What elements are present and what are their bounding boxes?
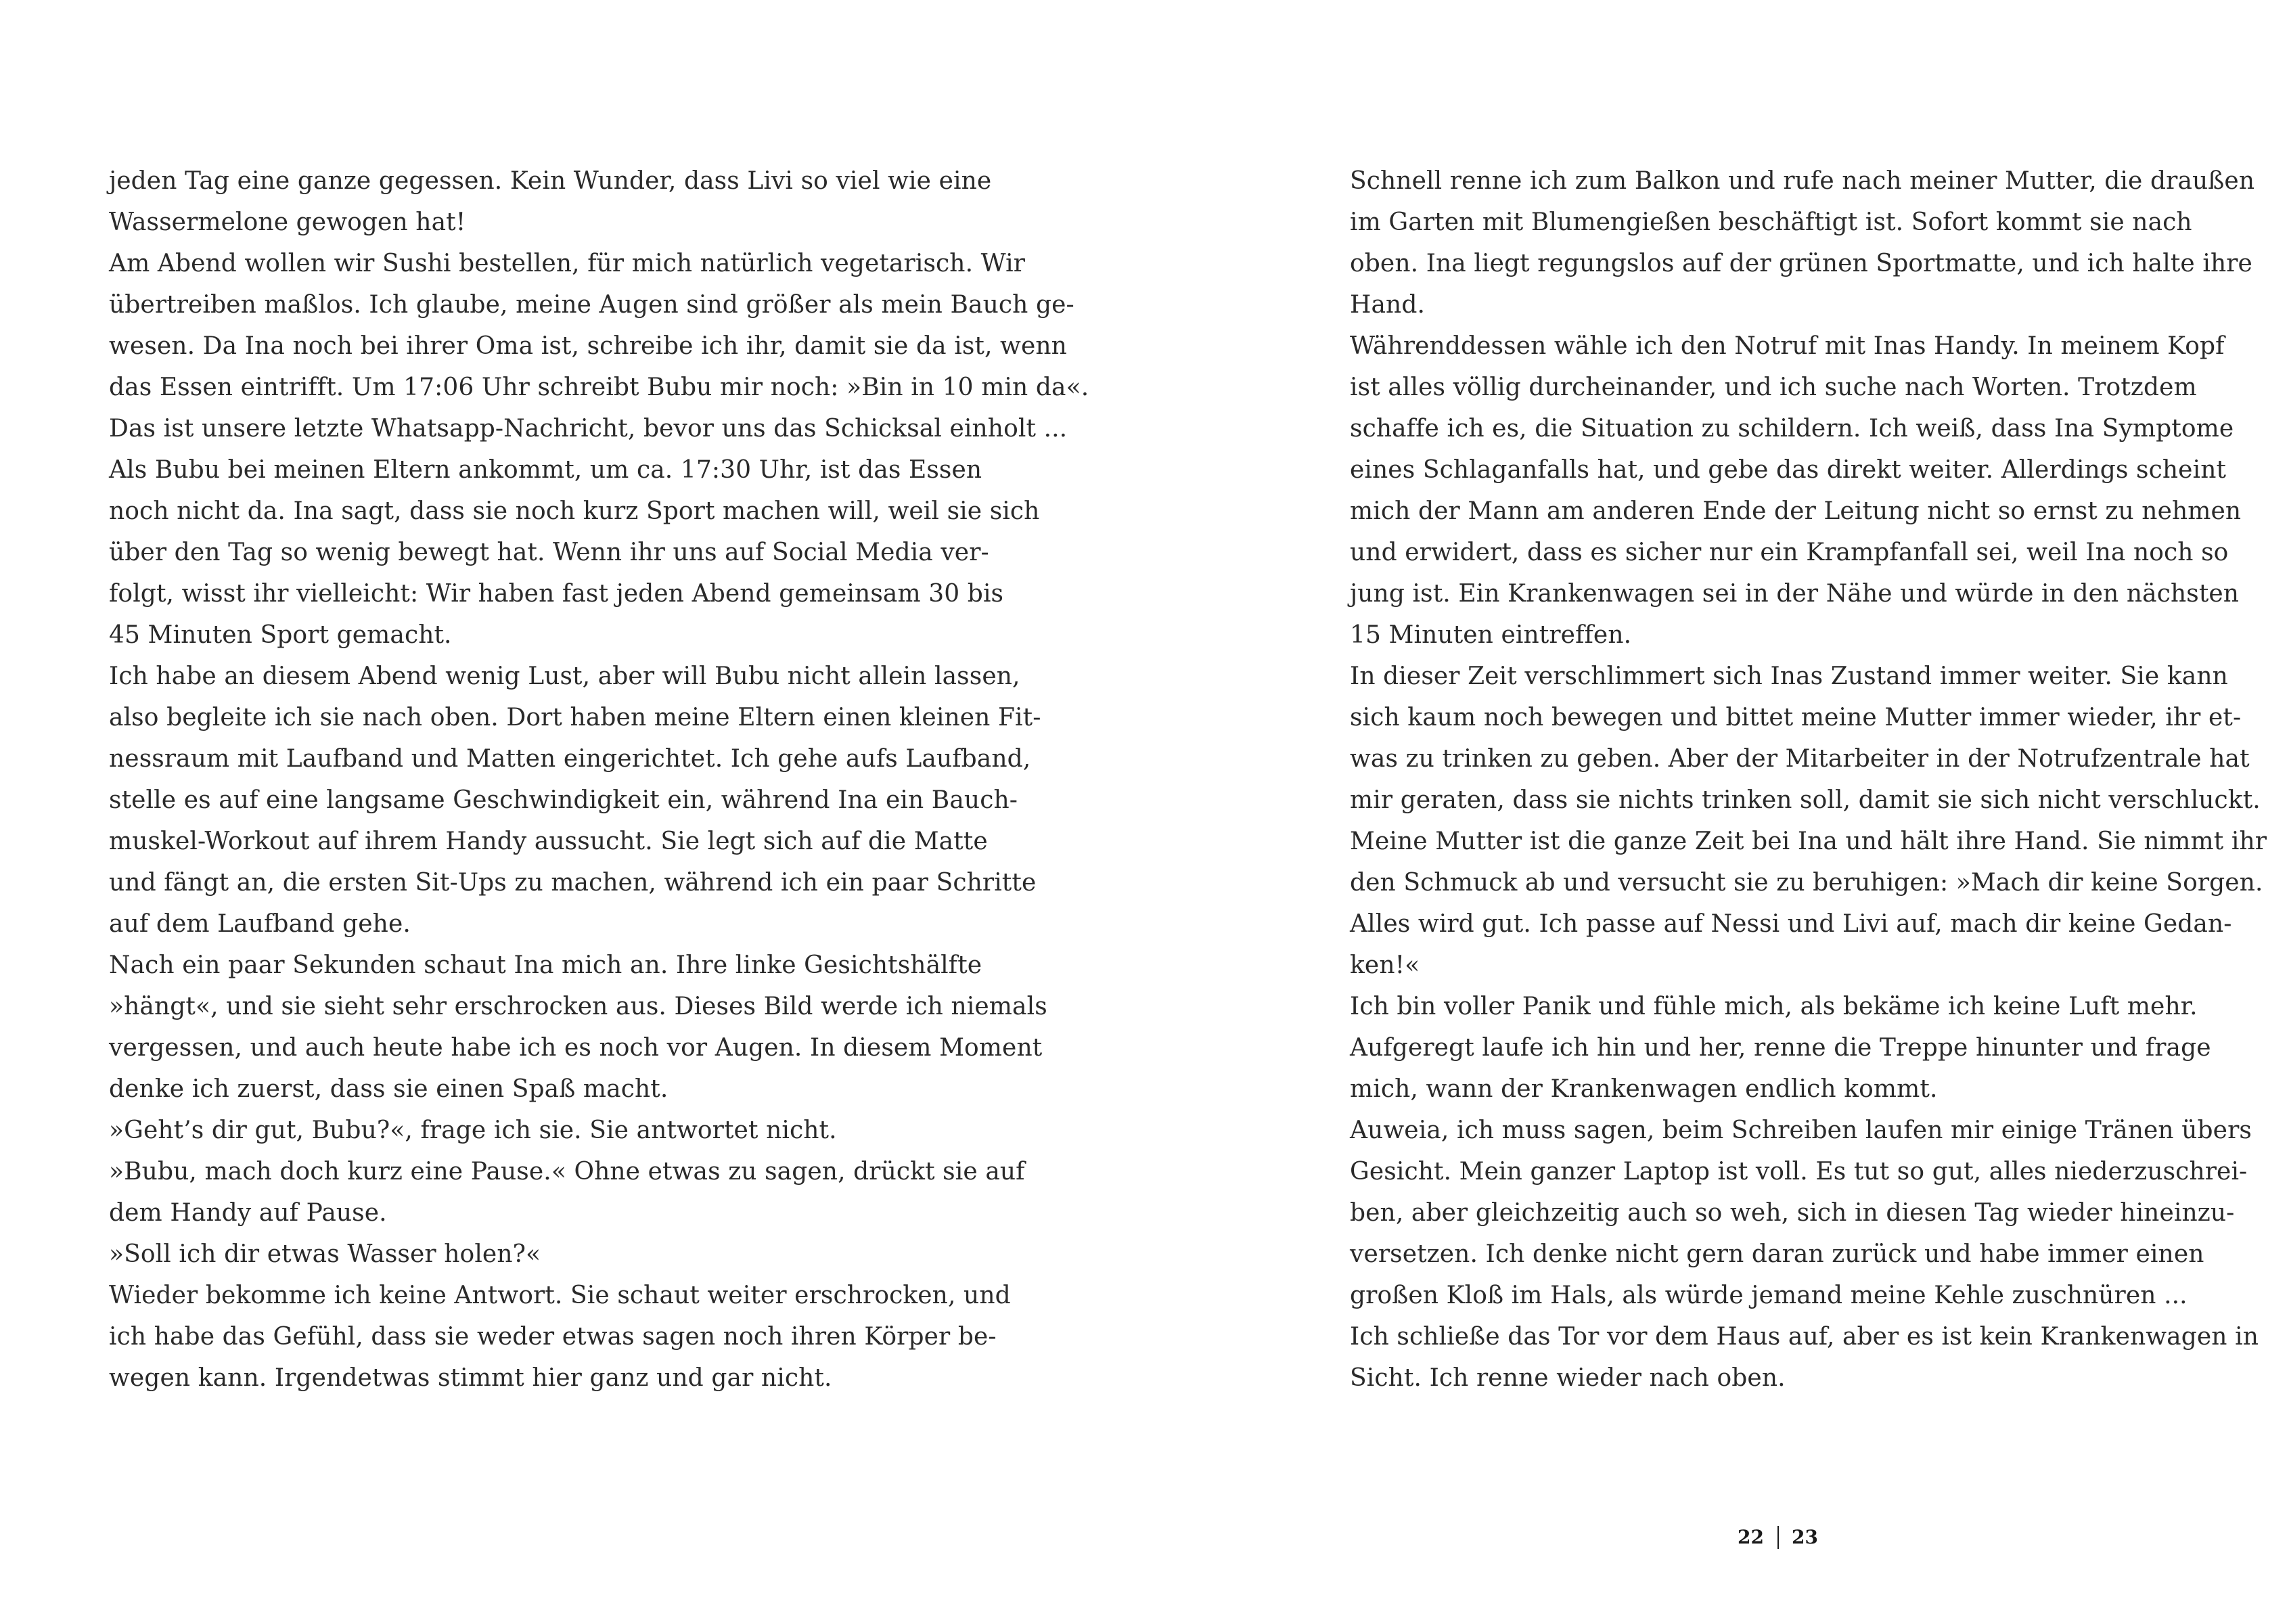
page-number-footer xyxy=(0,1524,2289,1551)
text-line: übertreiben maßlos. Ich glaube, meine Augen sind größer als mein Bauch ge- xyxy=(109,291,1074,319)
text-line: Ich bin voller Panik und fühle mich, als bekäme ich keine Luft mehr. xyxy=(1350,993,2198,1020)
text-line: und erwidert, dass es sicher nur ein Krampfanfall sei, weil Ina noch so xyxy=(1350,539,2229,566)
text-line: »Geht’s dir gut, Bubu?«, frage ich sie. Sie antwortet nicht. xyxy=(109,1116,837,1144)
text-line: was zu trinken zu geben. Aber der Mitarbeiter in der Notrufzentrale hat xyxy=(1350,745,2250,773)
text-line: wesen. Da Ina noch bei ihrer Oma ist, schreibe ich ihr, damit sie da ist, wenn xyxy=(109,332,1067,360)
text-line: jung ist. Ein Krankenwagen sei in der Nähe und würde in den nächsten xyxy=(1350,580,2240,608)
text-line: Sicht. Ich renne wieder nach oben. xyxy=(1350,1364,1786,1392)
text-line: »hängt«, und sie sieht sehr erschrocken aus. Dieses Bild werde ich niemals xyxy=(109,993,1047,1020)
text-line: Ich schließe das Tor vor dem Haus auf, aber es ist kein Krankenwagen in xyxy=(1350,1323,2259,1351)
text-line: Schnell renne ich zum Balkon und rufe nach meiner Mutter, die draußen xyxy=(1350,167,2255,195)
text-line: den Schmuck ab und versucht sie zu beruhigen: »Mach dir keine Sorgen. xyxy=(1350,869,2263,897)
text-line: Auweia, ich muss sagen, beim Schreiben laufen mir einige Tränen übers xyxy=(1350,1116,2252,1144)
text-line: Gesicht. Mein ganzer Laptop ist voll. Es tut so gut, alles niederzuschrei- xyxy=(1350,1158,2248,1186)
text-line: und fängt an, die ersten Sit-Ups zu machen, während ich ein paar Schritte xyxy=(109,869,1037,897)
text-line: im Garten mit Blumengießen beschäftigt ist. Sofort kommt sie nach xyxy=(1350,208,2192,236)
text-line: jeden Tag eine ganze gegessen. Kein Wunder, dass Livi so viel wie eine xyxy=(109,167,992,195)
text-line: 15 Minuten eintreffen. xyxy=(1350,621,1632,649)
text-line: großen Kloß im Hals, als würde jemand meine Kehle zuschnüren ... xyxy=(1350,1282,2188,1309)
text-line: eines Schlaganfalls hat, und gebe das direkt weiter. Allerdings scheint xyxy=(1350,456,2227,484)
text-line: denke ich zuerst, dass sie einen Spaß macht. xyxy=(109,1075,668,1103)
text-line: schaffe ich es, die Situation zu schildern. Ich weiß, dass Ina Symptome xyxy=(1350,415,2234,443)
right-page-body xyxy=(1350,160,2267,1399)
text-line: 45 Minuten Sport gemacht. xyxy=(109,621,452,649)
text-line: Wieder bekomme ich keine Antwort. Sie schaut weiter erschrocken, und xyxy=(109,1282,1011,1309)
text-line: nessraum mit Laufband und Matten eingerichtet. Ich gehe aufs Laufband, xyxy=(109,745,1031,773)
page-number-right: 23 xyxy=(1792,1526,1818,1548)
page-number-left: 22 xyxy=(1738,1526,1764,1548)
text-line: vergessen, und auch heute habe ich es noch vor Augen. In diesem Moment xyxy=(109,1034,1043,1062)
text-line: ben, aber gleichzeitig auch so weh, sich in diesen Tag wieder hineinzu- xyxy=(1350,1199,2235,1227)
text-line: Wassermelone gewogen hat! xyxy=(109,208,466,236)
text-line: »Soll ich dir etwas Wasser holen?« xyxy=(109,1240,541,1268)
text-line: ist alles völlig durcheinander, und ich suche nach Worten. Trotzdem xyxy=(1350,374,2197,401)
right-page xyxy=(1144,0,2288,1624)
text-line: das Essen eintrifft. Um 17:06 Uhr schreibt Bubu mir noch: »Bin in 10 min da«. xyxy=(109,374,1089,401)
text-line: auf dem Laufband gehe. xyxy=(109,910,411,938)
text-line: dem Handy auf Pause. xyxy=(109,1199,387,1227)
text-line: oben. Ina liegt regungslos auf der grünen Sportmatte, und ich halte ihre xyxy=(1350,250,2252,277)
text-line: mich der Mann am anderen Ende der Leitung nicht so ernst zu nehmen xyxy=(1350,497,2242,525)
text-line: also begleite ich sie nach oben. Dort haben meine Eltern einen kleinen Fit- xyxy=(109,704,1041,731)
text-line: Nach ein paar Sekunden schaut Ina mich an. Ihre linke Gesichtshälfte xyxy=(109,951,982,979)
text-line: Das ist unsere letzte Whatsapp-Nachricht, bevor uns das Schicksal einholt ... xyxy=(109,415,1068,443)
text-line: Als Bubu bei meinen Eltern ankommt, um ca. 17:30 Uhr, ist das Essen xyxy=(109,456,982,484)
text-line: stelle es auf eine langsame Geschwindigkeit ein, während Ina ein Bauch- xyxy=(109,786,1018,814)
text-line: Meine Mutter ist die ganze Zeit bei Ina und hält ihre Hand. Sie nimmt ihr xyxy=(1350,828,2267,855)
text-line: wegen kann. Irgendetwas stimmt hier ganz und gar nicht. xyxy=(109,1364,832,1392)
left-page xyxy=(0,0,1144,1624)
text-line: sich kaum noch bewegen und bittet meine Mutter immer wieder, ihr et- xyxy=(1350,704,2242,731)
text-line: Ich habe an diesem Abend wenig Lust, aber will Bubu nicht allein lassen, xyxy=(109,662,1020,690)
text-line: Am Abend wollen wir Sushi bestellen, für mich natürlich vegetarisch. Wir xyxy=(109,250,1026,277)
text-line: muskel-Workout auf ihrem Handy aussucht. Sie legt sich auf die Matte xyxy=(109,828,988,855)
text-line: mir geraten, dass sie nichts trinken soll, damit sie sich nicht verschluckt. xyxy=(1350,786,2261,814)
text-line: »Bubu, mach doch kurz eine Pause.« Ohne etwas zu sagen, drückt sie auf xyxy=(109,1158,1025,1186)
text-line: Alles wird gut. Ich passe auf Nessi und Livi auf, mach dir keine Gedan- xyxy=(1350,910,2232,938)
text-line: über den Tag so wenig bewegt hat. Wenn ihr uns auf Social Media ver- xyxy=(109,539,989,566)
text-line: ich habe das Gefühl, dass sie weder etwas sagen noch ihren Körper be- xyxy=(109,1323,997,1351)
text-line: versetzen. Ich denke nicht gern daran zurück und habe immer einen xyxy=(1350,1240,2204,1268)
text-line: folgt, wisst ihr vielleicht: Wir haben fast jeden Abend gemeinsam 30 bis xyxy=(109,580,1004,608)
text-line: In dieser Zeit verschlimmert sich Inas Zustand immer weiter. Sie kann xyxy=(1350,662,2228,690)
text-line: mich, wann der Krankenwagen endlich kommt. xyxy=(1350,1075,1938,1103)
text-line: Hand. xyxy=(1350,291,1426,319)
text-line: noch nicht da. Ina sagt, dass sie noch kurz Sport machen will, weil sie sich xyxy=(109,497,1040,525)
text-line: ken!« xyxy=(1350,951,1420,979)
left-page-body xyxy=(109,160,1089,1399)
page-number-divider xyxy=(1777,1526,1779,1549)
text-line: Aufgeregt laufe ich hin und her, renne die Treppe hinunter und frage xyxy=(1350,1034,2211,1062)
text-line: Währenddessen wähle ich den Notruf mit Inas Handy. In meinem Kopf xyxy=(1350,332,2225,360)
